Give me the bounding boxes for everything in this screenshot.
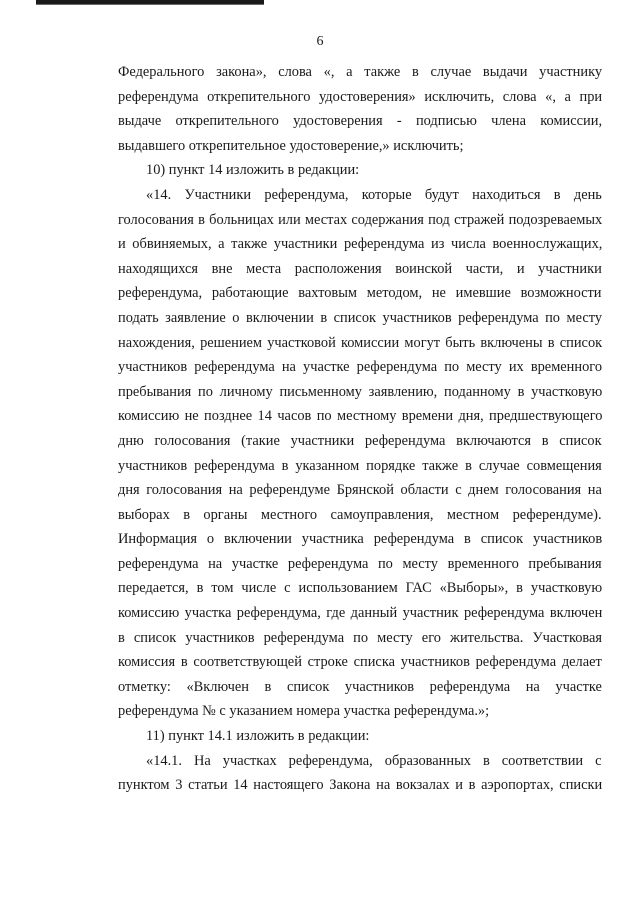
page-number: 6 — [316, 34, 324, 49]
text-line: передается, в том числе с использованием ГАС «Выборы», в участковую — [118, 580, 603, 597]
text-line: комиссия в соответствующей строке списка участников референдума делает — [118, 654, 602, 671]
text-line: Федерального закона», слова «, а также в случае выдачи участнику — [118, 64, 603, 80]
text-line: пребывания по личному письменному заявлению, поданному в участковую — [118, 383, 603, 400]
text-line: в список участников референдума по месту его жительства. Участковая — [118, 629, 603, 646]
text-line: отметку: «Включен в список участников референдума на участке — [118, 678, 602, 695]
text-line: дня голосования на референдуме Брянской области с днем голосования на — [118, 482, 602, 499]
text-line: Информация о включении участника референдума в список участников — [118, 531, 603, 548]
text-line: 10) пункт 14 изложить в редакции: — [146, 162, 360, 179]
text-line: находящихся вне места расположения воинской части, и участники — [118, 260, 602, 277]
text-line: дню голосования (такие участники референдума включаются в список — [118, 432, 602, 449]
text-line: референдума на участке референдума по месту временного пребывания — [118, 555, 602, 572]
text-line: референдума открепительного удостоверения» исключить, слова «, а при — [118, 88, 603, 105]
text-line: нахождения, решением участковой комиссии могут быть включены в список — [118, 334, 603, 351]
text-line: «14. Участники референдума, которые будут находиться в день — [146, 186, 602, 203]
text-line: голосования в больницах или местах содержания под стражей подозреваемых — [118, 211, 603, 228]
document-body — [118, 60, 602, 798]
text-line: выдаче открепительного удостоверения - подписью члена комиссии, — [118, 113, 603, 130]
text-line: подать заявление о включении в список участников референдума по месту — [118, 309, 603, 326]
text-line: комиссию участка референдума, где данный участник референдума включен — [118, 605, 603, 622]
text-line: комиссию не позднее 14 часов по местному времени дня, предшествующего — [118, 408, 603, 425]
scan-artifact-line — [36, 4, 264, 5]
text-line: пунктом 3 статьи 14 настоящего Закона на вокзалах и в аэропортах, списки — [118, 777, 603, 794]
text-line: и обвиняемых, а также участники референдума из числа военнослужащих, — [118, 236, 603, 253]
text-line: участников референдума на участке референдума по месту их временного — [118, 359, 603, 376]
text-line: референдума № с указанием номера участка референдума.»; — [118, 703, 490, 720]
text-line: выборах в органы местного самоуправления, местном референдуме). — [118, 506, 602, 523]
text-line: референдума, работающие вахтовым методом, не имевшие возможности — [118, 285, 602, 302]
text-line: 11) пункт 14.1 изложить в редакции: — [146, 728, 370, 745]
text-line: выдавшего открепительное удостоверение,» исключить; — [118, 137, 464, 154]
text-line: «14.1. На участках референдума, образованных в соответствии с — [146, 752, 602, 769]
text-line: участников референдума в указанном порядке также в случае совмещения — [118, 457, 602, 474]
